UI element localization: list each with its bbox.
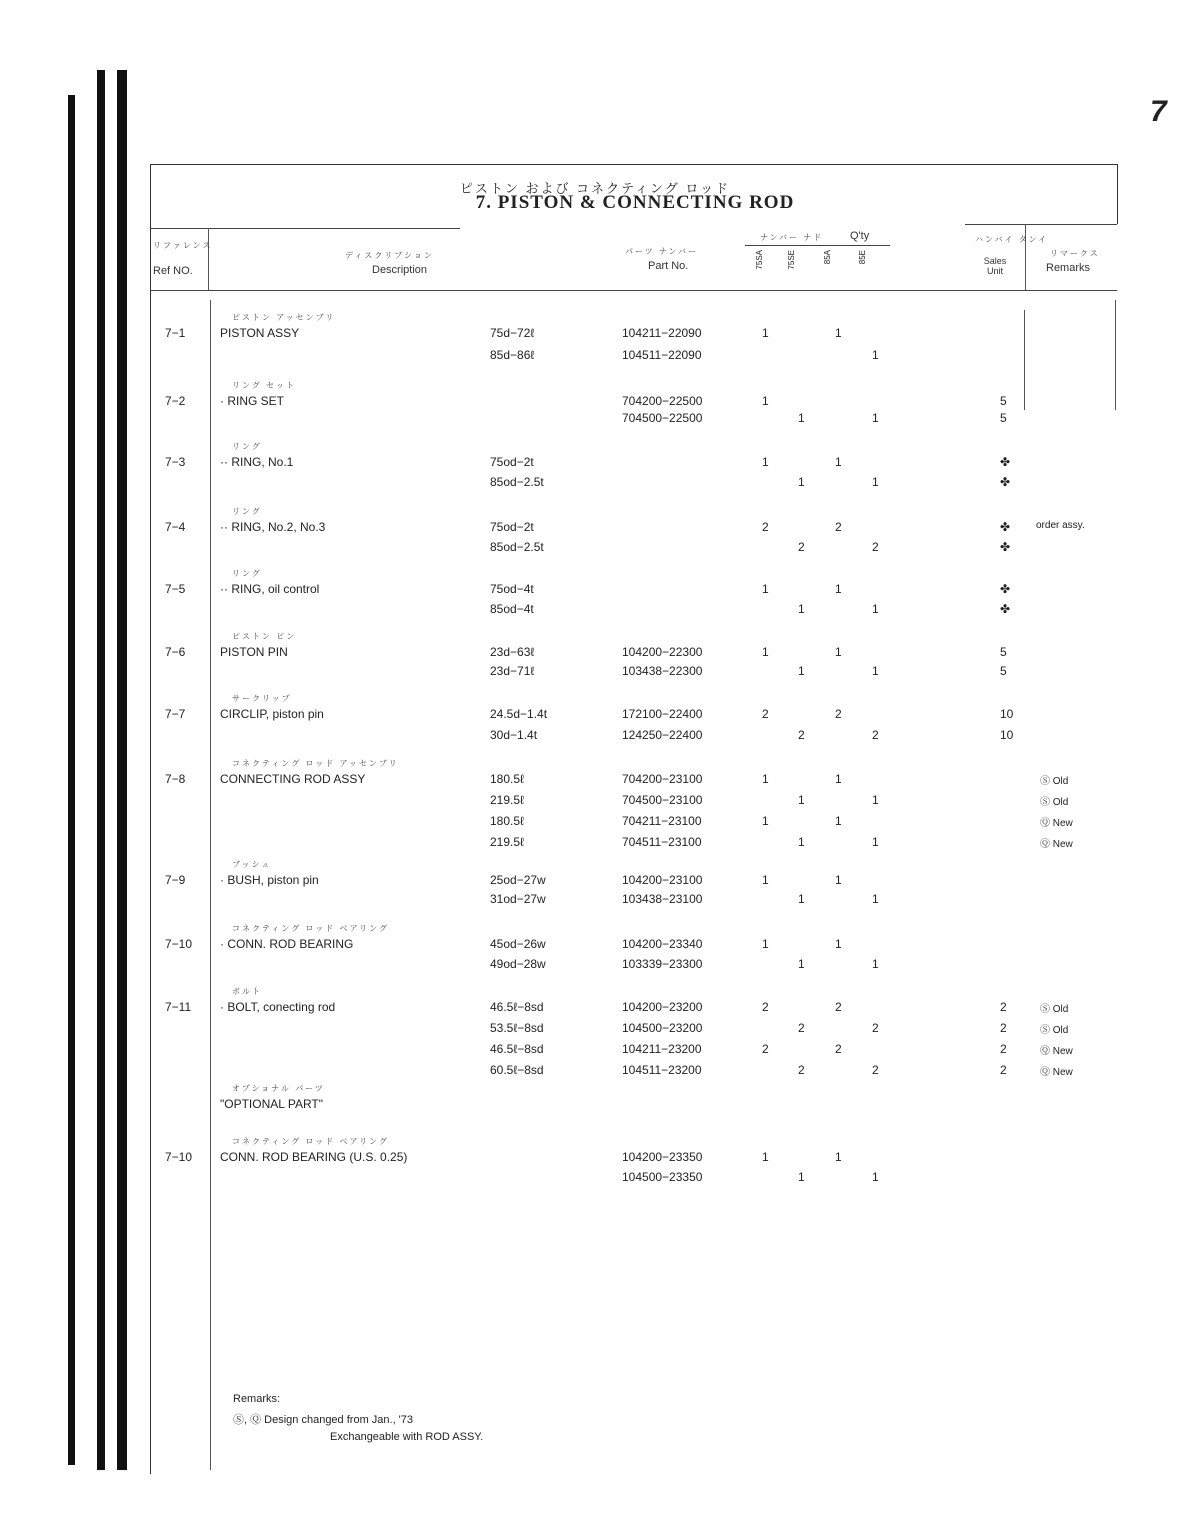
part-spec: 85od−2.5t [490,475,544,489]
unit-header: Sales Unit [983,256,1007,276]
part-description: CONNECTING ROD ASSY [220,772,366,786]
frame-line [1115,300,1116,410]
quantity: 2 [835,1042,842,1056]
part-description: · CONN. ROD BEARING [220,937,354,951]
quantity: 1 [798,602,805,616]
description-japanese: リング セット [232,381,297,390]
part-number: 103438−23100 [622,892,703,906]
quantity: 1 [762,873,769,887]
ref-number: 7−3 [165,455,186,469]
quantity: 1 [835,1150,842,1164]
part-header: Part No. [648,260,689,272]
remark: Ⓠ New [1040,818,1073,829]
part-spec: 85od−4t [490,602,534,616]
quantity: 1 [835,814,842,828]
remark: Ⓢ Old [1040,776,1069,787]
quantity: 1 [872,835,879,849]
sales-unit: ✤ [1000,602,1011,616]
header-rule [745,245,890,246]
quantity: 1 [762,455,769,469]
ref-number: 7−9 [165,873,186,887]
sales-unit: 5 [1000,411,1007,425]
ref-number: 7−5 [165,582,186,596]
quantity: 1 [762,645,769,659]
part-number: 172100−22400 [622,707,703,721]
sales-unit: 2 [1000,1063,1007,1077]
description-japanese: ボルト [232,987,262,996]
quantity: 2 [798,540,805,554]
part-spec: 53.5ℓ−8sd [490,1021,544,1035]
quantity: 1 [835,873,842,887]
remark: Ⓠ New [1040,1046,1073,1057]
quantity: 1 [798,1170,805,1184]
remarks-note: Exchangeable with ROD ASSY. [330,1431,484,1443]
part-description: · BUSH, piston pin [220,873,319,887]
ref-number: 7−11 [165,1000,192,1014]
part-spec: 49od−28w [490,957,546,971]
quantity: 1 [872,411,879,425]
part-description: ·· RING, oil control [220,582,320,596]
part-spec: 23d−63ℓ [490,645,535,659]
part-spec: 85od−2.5t [490,540,544,554]
part-number: 104500−23200 [622,1021,703,1035]
qty-col-header: 75SA [755,250,764,270]
part-number: 104200−23100 [622,873,703,887]
part-number: 704200−22500 [622,394,703,408]
ref-header-jp: リファレンス [153,241,213,250]
part-number: 104511−23200 [622,1063,702,1077]
part-number: 704200−23100 [622,772,703,786]
part-number: 104211−22090 [622,326,702,340]
sales-unit: 5 [1000,394,1007,408]
quantity: 2 [798,1063,805,1077]
part-spec: 75od−4t [490,582,534,596]
binding-edge [68,95,75,1465]
part-number: 124250−22400 [622,728,703,742]
sales-unit: ✤ [1000,475,1011,489]
part-number: 104200−22300 [622,645,703,659]
quantity: 1 [762,1150,769,1164]
quantity: 2 [835,707,842,721]
page-number: 7 [1150,95,1167,128]
quantity: 1 [798,664,805,678]
quantity: 2 [872,728,879,742]
frame-line [150,164,151,1474]
part-spec: 60.5ℓ−8sd [490,1063,544,1077]
ref-number: 7−4 [165,520,186,534]
quantity: 1 [835,326,842,340]
part-number: 104200−23350 [622,1150,703,1164]
quantity: 1 [872,793,879,807]
ref-header: Ref NO. [153,265,193,277]
sales-unit: 10 [1000,728,1014,742]
sales-unit: ✤ [1000,520,1011,534]
quantity: 1 [798,835,805,849]
part-spec: 75d−72ℓ [490,326,535,340]
description-japanese: サークリップ [232,694,292,703]
remarks-label: Remarks: [233,1393,281,1405]
part-spec: 31od−27w [490,892,546,906]
sales-unit: 2 [1000,1000,1007,1014]
part-spec: 24.5d−1.4t [490,707,548,721]
quantity: 1 [835,772,842,786]
part-description: ·· RING, No.2, No.3 [220,520,326,534]
description-japanese: リング [232,507,262,516]
quantity: 1 [762,582,769,596]
part-spec: 75od−2t [490,520,534,534]
quantity: 1 [762,937,769,951]
ref-column-divider [210,300,211,1470]
description-japanese: コネクティング ロッド ベアリング [232,1137,390,1146]
header-rule [150,228,460,229]
quantity: 2 [872,1021,879,1035]
sales-unit: 5 [1000,645,1007,659]
part-description: · RING SET [220,394,285,408]
quantity: 1 [798,957,805,971]
quantity: 1 [872,1170,879,1184]
qty-header-jp: ナンバー ナド [760,233,824,242]
quantity: 1 [872,892,879,906]
quantity: 2 [798,728,805,742]
quantity: 2 [762,707,769,721]
quantity: 2 [835,1000,842,1014]
quantity: 1 [762,326,769,340]
ref-number: 7−10 [165,937,193,951]
ref-number: 7−6 [165,645,186,659]
quantity: 1 [835,645,842,659]
description-japanese: コネクティング ロッド アッセンブリ [232,759,399,768]
sales-unit: ✤ [1000,455,1011,469]
ref-number: 7−2 [165,394,186,408]
quantity: 1 [835,937,842,951]
description-japanese: オプショナル パーツ [232,1084,325,1093]
part-description: ·· RING, No.1 [220,455,294,469]
header-rule [965,224,1117,225]
part-number: 704500−22500 [622,411,703,425]
binding-edge [97,70,127,1470]
sales-unit: ✤ [1000,582,1011,596]
remark: Ⓢ Old [1040,797,1069,808]
part-spec: 85d−86ℓ [490,348,535,362]
part-description: CIRCLIP, piston pin [220,707,324,721]
header-rule [150,290,1117,291]
qty-header: Q'ty [850,230,870,242]
ref-number: 7−8 [165,772,186,786]
qty-col-header: 85E [858,250,867,265]
column-divider [208,228,209,290]
quantity: 1 [872,664,879,678]
column-divider [1024,310,1025,410]
remarks-note: Ⓢ, Ⓠ Design changed from Jan., '73 [233,1414,414,1426]
part-number: 704500−23100 [622,793,703,807]
quantity: 1 [798,411,805,425]
remark: order assy. [1036,520,1085,531]
quantity: 2 [835,520,842,534]
quantity: 1 [835,582,842,596]
remark: Ⓠ New [1040,839,1073,850]
part-number: 104200−23200 [622,1000,703,1014]
quantity: 1 [872,957,879,971]
quantity: 1 [762,772,769,786]
part-spec: 45od−26w [490,937,546,951]
part-header-jp: パーツ ナンバー [625,247,698,256]
quantity: 2 [872,1063,879,1077]
quantity: 2 [872,540,879,554]
remarks-header-jp: リマークス [1050,249,1100,258]
part-description: PISTON PIN [220,645,288,659]
description-japanese: リング [232,442,262,451]
part-description: PISTON ASSY [220,326,300,340]
ref-number: 7−1 [165,326,186,340]
part-spec: 180.5ℓ [490,772,524,786]
part-spec: 180.5ℓ [490,814,524,828]
ref-number: 7−7 [165,707,186,721]
part-spec: 46.5ℓ−8sd [490,1042,544,1056]
page-title: 7. PISTON & CONNECTING ROD [475,192,795,213]
part-spec: 75od−2t [490,455,534,469]
qty-col-header: 85A [823,250,832,265]
remark: Ⓢ Old [1040,1025,1069,1036]
quantity: 2 [762,520,769,534]
quantity: 2 [762,1000,769,1014]
sales-unit: 2 [1000,1042,1007,1056]
part-number: 704511−23100 [622,835,702,849]
part-spec: 219.5ℓ [490,793,524,807]
part-number: 103438−22300 [622,664,703,678]
desc-header: Description [372,264,428,276]
frame-line [150,164,1118,165]
quantity: 1 [762,814,769,828]
quantity: 1 [798,793,805,807]
sales-unit: 5 [1000,664,1007,678]
part-description: · BOLT, conecting rod [220,1000,336,1014]
part-spec: 30d−1.4t [490,728,538,742]
part-number: 104200−23340 [622,937,703,951]
description-japanese: ブッシュ [232,860,272,869]
quantity: 2 [798,1021,805,1035]
remark: Ⓢ Old [1040,1004,1069,1015]
part-number: 103339−23300 [622,957,703,971]
remarks-header: Remarks [1046,262,1091,274]
part-spec: 25od−27w [490,873,546,887]
part-number: 104511−22090 [622,348,702,362]
quantity: 2 [762,1042,769,1056]
quantity: 1 [872,348,879,362]
unit-header-jp: ハンバイ タンイ [975,235,1049,244]
quantity: 1 [762,394,769,408]
part-spec: 46.5ℓ−8sd [490,1000,544,1014]
quantity: 1 [872,475,879,489]
remark: Ⓠ New [1040,1067,1073,1078]
quantity: 1 [835,455,842,469]
part-spec: 219.5ℓ [490,835,524,849]
description-japanese: ピストン ピン [232,632,297,641]
quantity: 1 [798,892,805,906]
sales-unit: ✤ [1000,540,1011,554]
part-description: "OPTIONAL PART" [220,1097,323,1111]
title-japanese: ピストン および コネクティング ロッド [459,181,731,196]
part-number: 104211−23200 [622,1042,702,1056]
part-description: CONN. ROD BEARING (U.S. 0.25) [220,1150,408,1164]
description-japanese: リング [232,569,262,578]
ref-number: 7−10 [165,1150,193,1164]
qty-col-header: 75SE [787,250,796,270]
part-number: 104500−23350 [622,1170,703,1184]
description-japanese: コネクティング ロッド ベアリング [232,924,390,933]
sales-unit: 10 [1000,707,1014,721]
part-spec: 23d−71ℓ [490,664,535,678]
part-number: 704211−23100 [622,814,702,828]
sales-unit: 2 [1000,1021,1007,1035]
quantity: 1 [798,475,805,489]
desc-header-jp: ディスクリプション [345,251,434,260]
description-japanese: ピストン アッセンブリ [232,313,336,322]
quantity: 1 [872,602,879,616]
